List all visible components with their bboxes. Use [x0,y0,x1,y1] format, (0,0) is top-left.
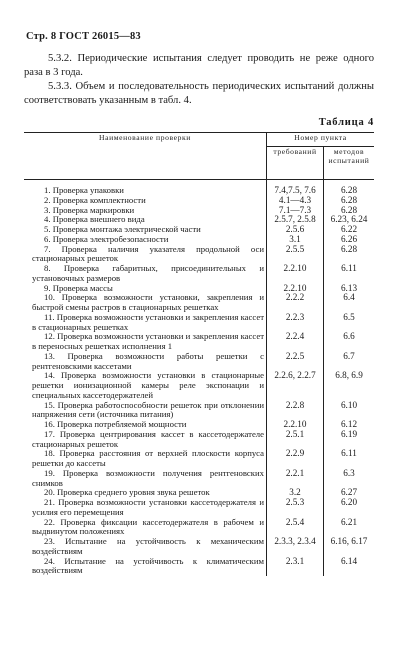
method-number: 6.23, 6.24 [330,214,368,225]
requirement-number: 2.2.1 [267,469,324,489]
check-name: 11. Проверка возможности установки и закрепления кассет в стационарных решетках [32,311,264,332]
check-name: 9. Проверка массы [44,282,113,293]
table-row [24,264,374,284]
method-number: 6.19 [340,428,358,439]
method-number: 6.26 [340,233,358,244]
table-row [24,332,374,352]
table-row [24,313,374,333]
method-number: 6.28 [340,204,358,215]
requirement-number: 2.2.3 [267,313,324,333]
check-name-cell [24,449,267,469]
column-header-name: Наименование проверки [24,133,267,180]
check-name: 12. Проверка возможности установки и закрепления кассет в переносных решетках исполнения 1 [32,331,264,351]
requirement-number: 2.3.3, 2.3.4 [267,537,324,557]
method-number: 6.4 [343,292,355,303]
requirement-number: 2.2.9 [267,449,324,469]
check-name: 23. Испытание на устойчивость к механическим воздействиям [32,536,264,556]
method-number: 6.21 [340,516,358,527]
paragraph-5-3-3: 5.3.3. Объем и последовательность периодических испытаний должны соответствовать указанным в табл. 4. [24,81,374,106]
requirement-number: 2.2.5 [267,352,324,372]
table-row [24,469,374,489]
requirement-number: 2.3.1 [267,557,324,577]
requirement-number: 4.1—4.3 [267,196,324,206]
requirement-number: 2.2.6, 2.2.7 [267,371,324,400]
method-number: 6.13 [340,282,358,293]
column-header-methods: методов испытаний [324,147,375,180]
table-row [24,518,374,538]
check-name: 20. Проверка среднего уровня звука решеток [44,487,210,498]
check-name-cell [24,180,267,196]
method-number: 6.28 [340,194,358,205]
method-number: 6.28 [340,185,358,195]
check-name-cell [24,352,267,372]
method-number: 6.3 [343,467,355,478]
method-number: 6.14 [340,555,358,566]
check-name: 22. Проверка фиксации кассетодержателя в рабочем и выдвинутом положениях [32,516,264,537]
method-number: 6.10 [340,399,358,410]
check-name: 19. Проверка возможности получения рентгеновских снимков [32,467,264,488]
check-name-cell [24,518,267,538]
check-name-cell [24,430,267,450]
check-name: 16. Проверка потребляемой мощности [44,419,187,429]
check-name: 21. Проверка возможности установки кассетодержателя и усилия его перемещения [32,497,264,517]
check-name-cell [24,557,267,577]
method-number: 6.28 [340,243,358,254]
check-name: 4. Проверка внешнего вида [44,214,145,225]
checks-table [24,132,374,576]
check-name: 8. Проверка габаритных, присоединительных и установочных размеров [32,263,264,283]
table-caption: Таблица 4 [318,117,374,128]
requirement-number: 3.2 [267,488,324,498]
requirement-number: 2.2.8 [267,401,324,421]
table-row [24,371,374,400]
table-row [24,537,374,557]
check-name: 1. Проверка упаковки [44,185,124,195]
table-row [24,557,374,577]
method-number: 6.16, 6.17 [330,536,368,546]
requirement-number: 2.2.10 [267,284,324,294]
requirement-number: 2.2.10 [267,264,324,284]
check-name-cell [24,264,267,284]
check-name-cell [24,537,267,557]
requirement-number: 2.2.4 [267,332,324,352]
table-body [24,180,374,577]
check-name-cell [24,371,267,400]
requirement-number: 3.1 [267,235,324,245]
requirement-number: 2.5.4 [267,518,324,538]
table-row [24,180,374,196]
method-number: 6.11 [341,263,357,273]
table-row [24,293,374,313]
method-number: 6.6 [343,331,355,342]
method-number: 6.22 [340,224,358,234]
column-header-requirements: требований [267,147,324,180]
requirement-number: 2.5.3 [267,498,324,518]
method-number: 6.7 [343,350,355,361]
requirement-number: 2.5.6 [267,225,324,235]
requirement-number: 2.5.7, 2.5.8 [267,215,324,225]
paragraph-5-3-2: 5.3.2. Периодические испытания следует проводить не реже одного раза в 3 года. [24,53,374,78]
check-name: 14. Проверка возможности установки в стационарные решетки ионизационной камеры реле экспонации и специальных кассетодержателей [32,370,264,400]
table-row [24,498,374,518]
check-name: 2. Проверка комплектности [44,194,146,205]
check-name-cell [24,245,267,265]
check-name-cell [24,293,267,313]
check-name: 10. Проверка возможности установки, закрепления и быстрой смены растров в стационарных решетках [32,292,264,312]
page-header: Стр. 8 ГОСТ 26015—83 [26,31,141,42]
check-name: 6. Проверка электробезопасности [44,233,169,244]
check-name: 18. Проверка расстояния от верхней плоскости корпуса решетки до кассеты [32,448,264,468]
check-name: 3. Проверка маркировки [44,204,135,215]
method-number: 6.5 [343,311,355,322]
check-name-cell [24,469,267,489]
requirement-number: 7.4,7.5, 7.6 [267,180,324,196]
check-name: 7. Проверка наличия указателя продольной оси стационарных решеток [32,243,264,264]
check-name-cell [24,313,267,333]
check-name: 24. Испытание на устойчивость к климатическим воздействиям [32,555,264,576]
requirement-number: 2.2.2 [267,293,324,313]
method-number: 6.20 [340,497,358,507]
column-header-group: Номер пункта [267,133,375,147]
method-number: 6.8, 6.9 [335,370,363,381]
check-name-cell [24,498,267,518]
method-number: 6.11 [341,448,357,459]
method-number: 6.12 [340,419,358,429]
requirement-number: 2.5.5 [267,245,324,265]
check-name: 17. Проверка центрирования кассет в кассетодержателе стационарных решеток [32,428,264,449]
check-name: 5. Проверка монтажа электрической части [44,224,201,234]
requirement-number: 7.1—7.3 [267,206,324,216]
check-name-cell [24,332,267,352]
table-row [24,449,374,469]
check-name: 15. Проверка работоспособности решеток при отклонении напряжения сети (источника питания) [32,399,264,420]
table-row [24,352,374,372]
table-row [24,430,374,450]
table-row [24,401,374,421]
check-name: 13. Проверка возможности работы решетки с рентгеновскими кассетами [32,350,264,371]
check-name-cell [24,401,267,421]
requirement-number: 2.5.1 [267,430,324,450]
table-row [24,245,374,265]
requirement-number: 2.2.10 [267,420,324,430]
method-number: 6.27 [340,487,358,498]
